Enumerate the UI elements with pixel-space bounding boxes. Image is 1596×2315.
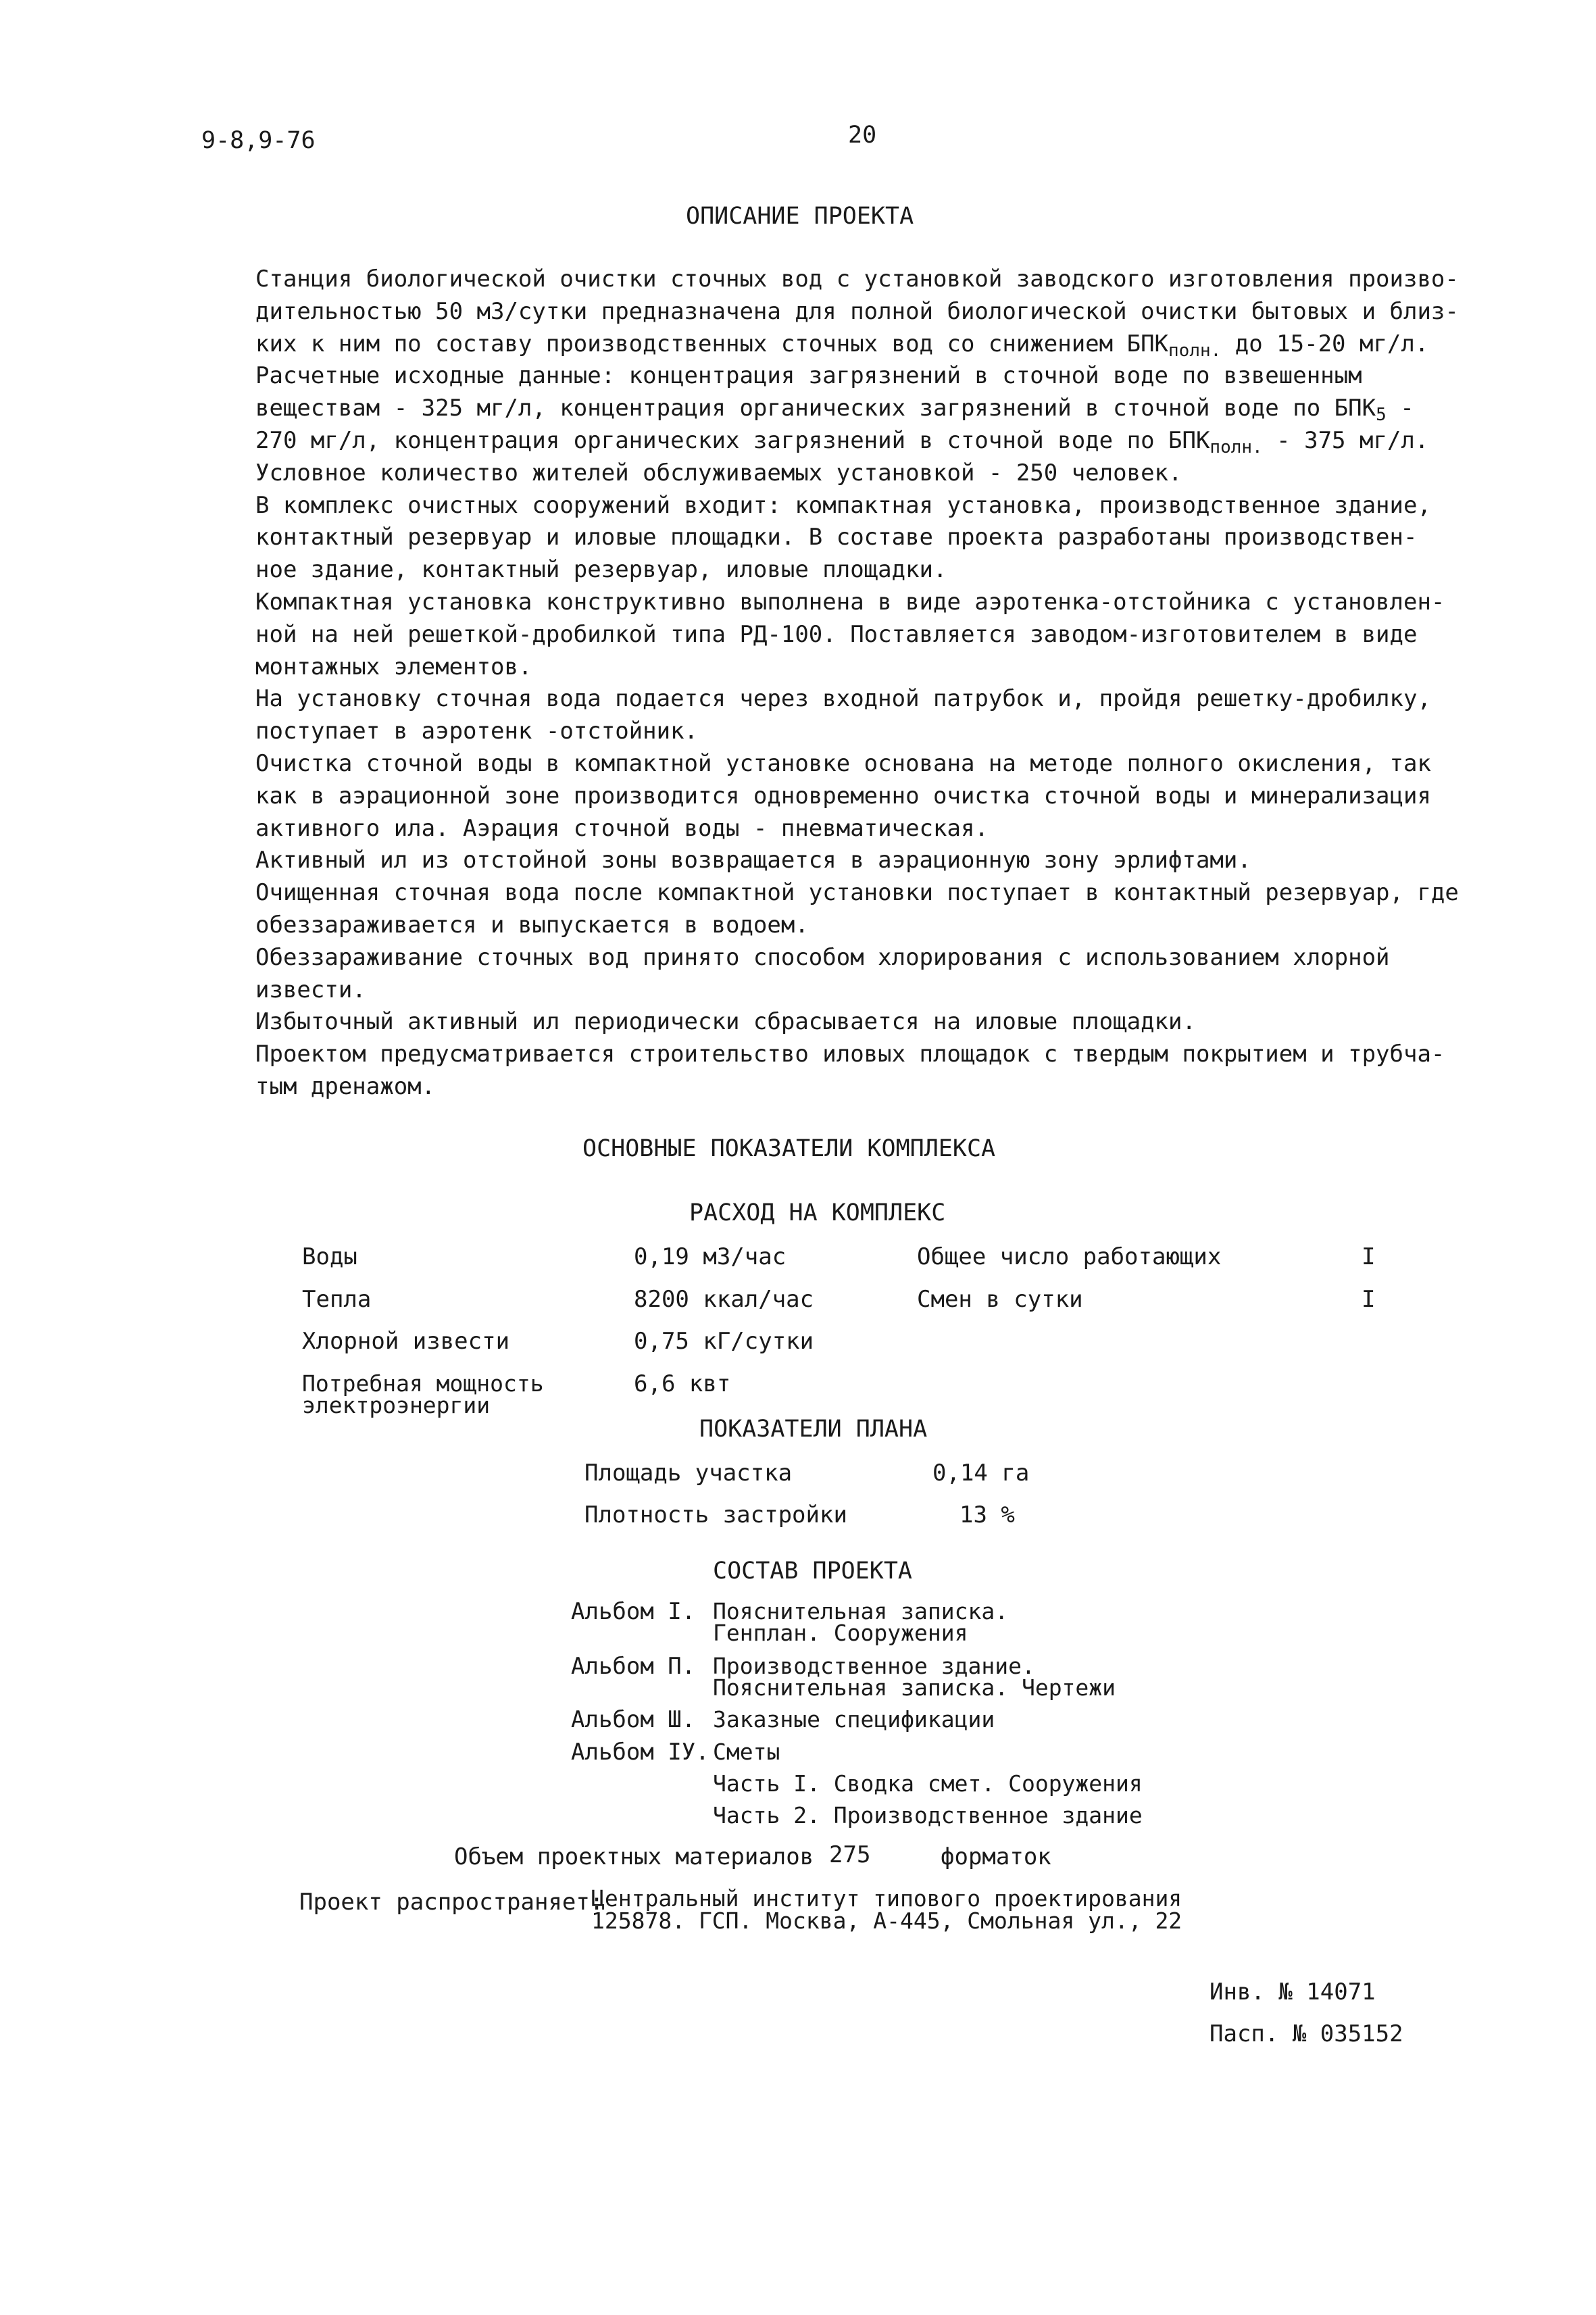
- consumption-value-power: 6,6 квт: [634, 1370, 731, 1397]
- line-text: В комплекс очистных сооружений входит: компактная установка, производственное здание,: [255, 491, 1431, 519]
- line-text: извести.: [255, 976, 366, 1003]
- line-text: активного ила. Аэрация сточной воды - пневматическая.: [255, 814, 989, 842]
- line-text: -: [1386, 395, 1414, 422]
- line-text: Расчетные исходные данные: концентрация загрязнений в сточной воде по взвешенным: [255, 362, 1362, 390]
- description-body: [255, 264, 1459, 1103]
- consumption-label-water: Воды: [302, 1243, 357, 1270]
- consumption-label-power: Потребная мощность: [302, 1370, 544, 1397]
- volume-value: 275: [829, 1841, 871, 1868]
- album-2-line-1: Производственное здание.: [713, 1653, 1035, 1679]
- line-text: Избыточный активный ил периодически сбрасывается на иловые площадки.: [255, 1008, 1196, 1036]
- description-line: [255, 651, 1384, 684]
- volume-label: Объем проектных материалов: [454, 1843, 814, 1870]
- album-4-line-2: Часть I. Сводка смет. Сооружения: [713, 1770, 1143, 1797]
- staff-label-shifts: Смен в сутки: [917, 1286, 1083, 1313]
- line-text: Условное количество жителей обслуживаемых установкой - 250 человек.: [255, 459, 1182, 487]
- consumption-label-power-line2: электроэнергии: [302, 1392, 491, 1418]
- line-text: дительностью 50 м3/сутки предназначена для полной биологической очистки бытовых и близ-: [255, 297, 1459, 325]
- page-number: 20: [848, 122, 877, 149]
- line-text: монтажных элементов.: [255, 653, 532, 680]
- subscript-text: 5: [1376, 405, 1387, 426]
- line-text: Проектом предусматривается строительство иловых площадок с твердым покрытием и трубча-: [255, 1041, 1445, 1068]
- consumption-value-lime: 0,75 кГ/сутки: [634, 1328, 814, 1355]
- album-1-line-2: Генплан. Сооружения: [713, 1620, 968, 1646]
- consumption-label-lime: Хлорной извести: [302, 1328, 510, 1355]
- description-line: [255, 1039, 1445, 1071]
- description-line: [255, 490, 1431, 522]
- description-line: [255, 974, 1384, 1007]
- indicators-title: ОСНОВНЫЕ ПОКАЗАТЕЛИ КОМПЛЕКСА: [582, 1135, 996, 1162]
- line-text: тым дренажом.: [255, 1072, 436, 1100]
- line-text: ное здание, контактный резервуар, иловые площадки.: [255, 556, 947, 584]
- line-text: обеззараживается и выпускается в водоем.: [255, 911, 809, 939]
- description-line: [255, 780, 1431, 813]
- album-2-label: Альбом П.: [571, 1653, 696, 1680]
- distribution-label: Проект распространяет:: [299, 1889, 604, 1916]
- consumption-value-water: 0,19 м3/час: [634, 1243, 787, 1270]
- line-text: Компактная установка конструктивно выполнена в виде аэротенка-отстойника с установлен-: [255, 588, 1445, 616]
- subscript-text: полн.: [1210, 437, 1263, 457]
- consumption-value-heat: 8200 ккал/час: [634, 1286, 814, 1313]
- line-text: Активный ил из отстойной зоны возвращается в аэрационную зону эрлифтами.: [255, 847, 1251, 874]
- album-3-label: Альбом Ш.: [571, 1706, 696, 1733]
- album-4-line-3: Часть 2. Производственное здание: [713, 1802, 1143, 1828]
- distribution-line-1: Центральный институт типового проектирования: [591, 1885, 1182, 1912]
- line-text: На установку сточная вода подается через входной патрубок и, пройдя решетку-дробилку,: [255, 685, 1431, 713]
- line-text: Очищенная сточная вода после компактной установки поступает в контактный резервуар, где: [255, 879, 1459, 907]
- description-line: [255, 683, 1431, 716]
- description-line: [255, 619, 1418, 651]
- album-2-line-2: Пояснительная записка. Чертежи: [713, 1674, 1116, 1701]
- line-text: как в аэрационной зоне производится одновременно очистка сточной воды и минерализация: [255, 782, 1431, 810]
- line-text: контактный резервуар и иловые площадки. В составе проекта разработаны производствен-: [255, 524, 1418, 551]
- staff-value-total: I: [1362, 1243, 1376, 1270]
- line-text: - 375 мг/л.: [1262, 426, 1429, 454]
- inventory-number: Инв. № 14071: [1210, 1978, 1376, 2006]
- plan-value-area: 0,14 га: [932, 1460, 1030, 1487]
- passport-number: Пасп. № 035152: [1210, 2020, 1403, 2047]
- description-line: [255, 587, 1445, 619]
- distribution-line-2: 125878. ГСП. Москва, А-445, Смольная ул., 22: [591, 1908, 1182, 1934]
- description-line: [255, 910, 1384, 942]
- composition-title: СОСТАВ ПРОЕКТА: [713, 1558, 913, 1585]
- description-line: [255, 716, 1384, 748]
- description-line: [255, 522, 1418, 554]
- volume-unit: форматок: [941, 1843, 1051, 1870]
- album-1-label: Альбом I.: [571, 1598, 696, 1625]
- album-3-line-1: Заказные спецификации: [713, 1706, 995, 1733]
- plan-title: ПОКАЗАТЕЛИ ПЛАНА: [699, 1416, 928, 1443]
- description-title: ОПИСАНИЕ ПРОЕКТА: [686, 203, 914, 230]
- plan-value-density: 13 %: [959, 1501, 1015, 1528]
- staff-value-shifts: I: [1362, 1286, 1376, 1313]
- album-4-label: Альбом IУ.: [571, 1739, 709, 1766]
- subscript-text: полн.: [1168, 340, 1222, 361]
- line-text: ких к ним по составу производственных сточных вод со снижением БПК: [255, 330, 1169, 357]
- description-line: [255, 877, 1459, 910]
- description-line: [255, 328, 1429, 361]
- description-line: [255, 457, 1384, 490]
- line-text: 270 мг/л, концентрация органических загрязнений в сточной воде по БПК: [255, 426, 1210, 454]
- description-line: [255, 554, 1384, 587]
- line-text: Очистка сточной воды в компактной установке основана на методе полного окисления, так: [255, 749, 1431, 777]
- description-line: [255, 360, 1384, 393]
- description-line: [255, 1006, 1384, 1039]
- line-text: Обеззараживание сточных вод принято способом хлорирования с использованием хлорной: [255, 943, 1390, 971]
- staff-label-total: Общее число работающих: [917, 1243, 1222, 1270]
- consumption-label-heat: Тепла: [302, 1286, 372, 1313]
- description-line: [255, 942, 1390, 974]
- description-line: [255, 264, 1459, 296]
- description-line: [255, 845, 1384, 877]
- document-code: 9-8,9-76: [201, 127, 316, 154]
- description-line: [255, 813, 1384, 845]
- album-1-line-1: Пояснительная записка.: [713, 1598, 1009, 1624]
- line-text: поступает в аэротенк -отстойник.: [255, 718, 699, 745]
- description-line: [255, 1071, 1384, 1103]
- description-line: [255, 393, 1414, 426]
- line-text: Станция биологической очистки сточных вод с установкой заводского изготовления произво-: [255, 266, 1459, 293]
- consumption-title: РАСХОД НА КОМПЛЕКС: [689, 1199, 946, 1226]
- description-line: [255, 748, 1431, 780]
- album-4-line-1: Сметы: [713, 1739, 780, 1765]
- line-text: ной на ней решеткой-дробилкой типа РД-100. Поставляется заводом-изготовителем в виде: [255, 620, 1418, 648]
- description-line: [255, 296, 1459, 328]
- line-text: до 15-20 мг/л.: [1221, 330, 1429, 357]
- line-text: веществам - 325 мг/л, концентрация органических загрязнений в сточной воде по БПК: [255, 395, 1376, 422]
- plan-label-area: Площадь участка: [584, 1460, 793, 1487]
- plan-label-density: Плотность застройки: [584, 1501, 847, 1528]
- description-line: [255, 425, 1429, 457]
